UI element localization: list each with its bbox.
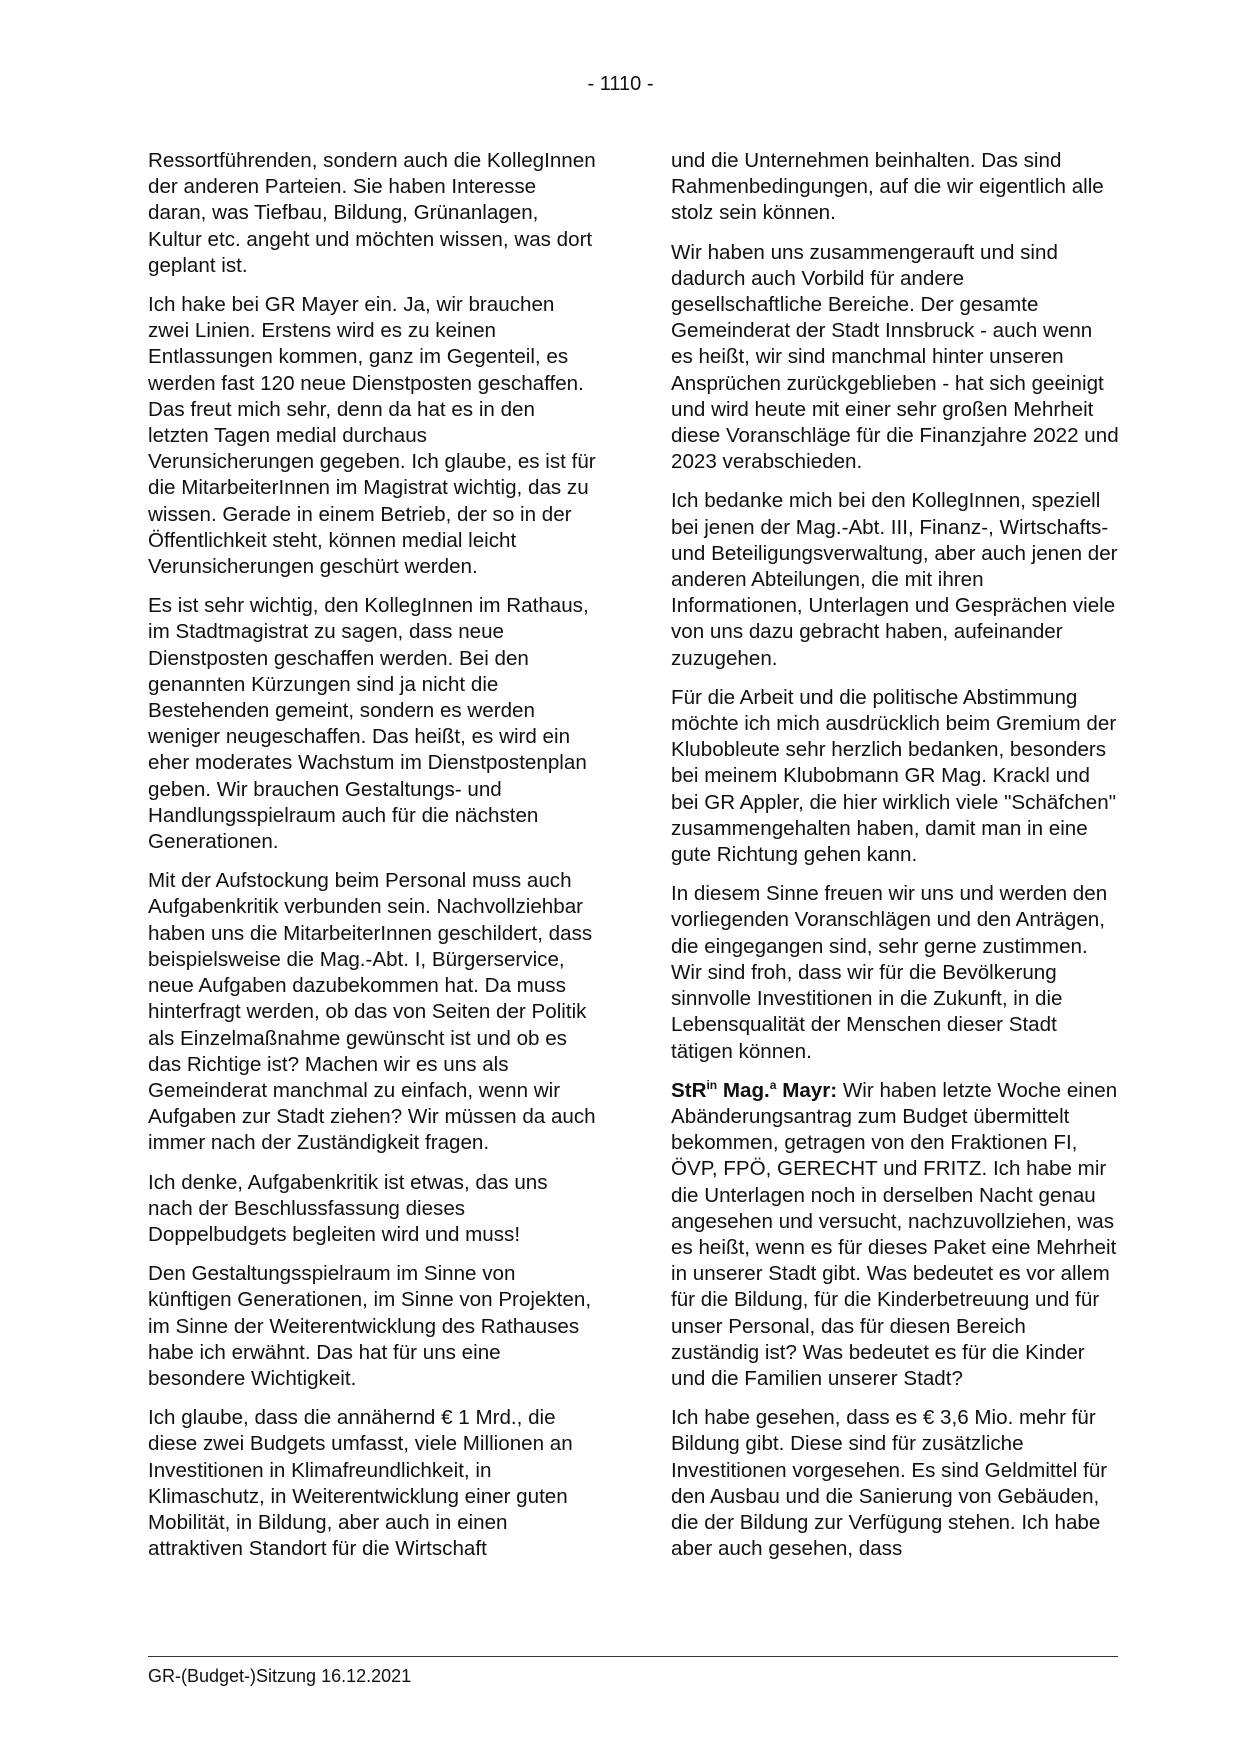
- paragraph: Ressortführenden, sondern auch die KollegInnen der anderen Parteien. Sie haben Interesse daran, was Tiefbau, Bildung, Grünanlagen, Kultur etc. angeht und möchten wissen, was dort geplant ist.: [148, 149, 596, 277]
- page-number: - 1110 -: [587, 73, 654, 95]
- paragraph: In diesem Sinne freuen wir uns und werden den vorliegenden Voranschlägen und den Anträgen, die eingegangen sind, sehr gerne zustimmen. Wir sind froh, dass wir für die Bevölkerung sinnvolle Investitionen in die Zukunft, in die Lebensqualität der Menschen dieser Stadt tätigen können.: [671, 882, 1108, 1063]
- paragraph: Für die Arbeit und die politische Abstimmung möchte ich mich ausdrücklich beim Gremium der Klubobleute sehr herzlich bedanken, besonders bei meinem Klubobmann GR Mag. Krackl und bei GR Appler, die hier wirklich viele "Schäfchen" zusammengehalten haben, damit man in eine gute Richtung gehen kann.: [671, 685, 1117, 867]
- paragraph: Ich glaube, dass die annähernd € 1 Mrd., die diese zwei Budgets umfasst, viele Millionen an Investitionen in Klimafreundlichkeit, in Klimaschutz, in Weiterentwicklung einer guten Mobilität, in Bildung, aber auch in einen attraktiven Standort für die Wirtschaft: [148, 1406, 573, 1561]
- paragraph: und die Unternehmen beinhalten. Das sind Rahmenbedingungen, auf die wir eigentlich alle stolz sein können.: [671, 149, 1104, 225]
- left-column: [148, 148, 596, 1575]
- paragraph: Ich denke, Aufgabenkritik ist etwas, das uns nach der Beschlussfassung dieses Doppelbudgets begleiten wird und muss!: [148, 1170, 548, 1246]
- footer-text: GR-(Budget-)Sitzung 16.12.2021: [148, 1666, 412, 1686]
- paragraph: Wir haben uns zusammengerauft und sind dadurch auch Vorbild für andere gesellschaftliche Bereiche. Der gesamte Gemeinderat der Stadt Innsbruck - auch wenn es heißt, wir sind manchmal hinter unseren Ansprüchen zurückgeblieben - hat sich geeinigt und wird heute mit einer sehr großen Mehrheit diese Voranschläge für die Finanzjahre 2022 und 2023 verabschieden.: [671, 240, 1119, 474]
- speaker-title-suffix: in: [706, 1077, 718, 1092]
- speech-paragraph: [671, 1078, 1119, 1392]
- speaker-degree-suffix: a: [769, 1077, 777, 1092]
- footer-divider: [148, 1656, 1118, 1657]
- paragraph: Den Gestaltungsspielraum im Sinne von künftigen Generationen, im Sinne von Projekten, im Sinne der Weiterentwicklung des Rathauses habe ich erwähnt. Das hat für uns eine besondere Wichtigkeit.: [148, 1262, 592, 1390]
- paragraph: Mit der Aufstockung beim Personal muss auch Aufgabenkritik verbunden sein. Nachvollziehbar haben uns die MitarbeiterInnen geschildert, dass beispielsweise die Mag.-Abt. I, Bürgerservice, neue Aufgaben dazubekommen hat. Da muss hinterfragt werden, ob das von Seiten der Politik als Einzelmaßnahme gewünscht ist und ob es das Richtige ist? Machen wir es uns als Gemeinderat manchmal zu einfach, wenn wir Aufgaben zur Stadt ziehen? Wir müssen da auch immer nach der Zuständigkeit fragen.: [148, 869, 596, 1155]
- paragraph: Ich bedanke mich bei den KollegInnen, speziell bei jenen der Mag.-Abt. III, Finanz-, Wirtschafts- und Beteiligungsverwaltung, aber auch jenen der anderen Abteilungen, die mit ihren Informationen, Unterlagen und Gesprächen viele von uns dazu gebracht haben, aufeinander zuzugehen.: [671, 489, 1118, 670]
- paragraph: Ich habe gesehen, dass es € 3,6 Mio. mehr für Bildung gibt. Diese sind für zusätzliche Investitionen vorgesehen. Es sind Geldmittel für den Ausbau und die Sanierung von Gebäuden, die der Bildung zur Verfügung stehen. Ich habe aber auch gesehen, dass: [671, 1406, 1108, 1561]
- speaker-surname: Mayr:: [776, 1078, 838, 1102]
- speech-text: Wir haben letzte Woche einen Abänderungsantrag zum Budget übermittelt bekommen, getragen von den Fraktionen FI, ÖVP, FPÖ, GERECHT und FRITZ. Ich habe mir die Unterlagen noch in derselben Nacht genau angesehen und versucht, nachzuvollziehen, was es heißt, wenn es für dieses Paket eine Mehrheit in unserer Stadt gibt. Was bedeutet es vor allem für die Bildung, für die Kinderbetreuung und für unser Personal, das für diesen Bereich zuständig ist? Was bedeutet es für die Kinder und die Familien unserer Stadt?: [671, 1078, 1118, 1390]
- speaker-name: [671, 1079, 837, 1102]
- right-column: [671, 148, 1119, 1575]
- speaker-title: StR: [671, 1078, 707, 1102]
- speaker-degree: Mag.: [717, 1078, 770, 1102]
- paragraph: Es ist sehr wichtig, den KollegInnen im Rathaus, im Stadtmagistrat zu sagen, dass neue Dienstposten geschaffen werden. Bei den genannten Kürzungen sind ja nicht die Bestehenden gemeint, sondern es werden weniger neugeschaffen. Das heißt, es wird ein eher moderates Wachstum im Dienstpostenplan geben. Wir brauchen Gestaltungs- und Handlungsspielraum auch für die nächsten Generationen.: [148, 594, 589, 854]
- paragraph: Ich hake bei GR Mayer ein. Ja, wir brauchen zwei Linien. Erstens wird es zu keinen Entlassungen kommen, ganz im Gegenteil, es werden fast 120 neue Dienstposten geschaffen. Das freut mich sehr, denn da hat es in den letzten Tagen medial durchaus Verunsicherungen gegeben. Ich glaube, es ist für die MitarbeiterInnen im Magistrat wichtig, das zu wissen. Gerade in einem Betrieb, der so in der Öffentlichkeit steht, können medial leicht Verunsicherungen geschürt werden.: [148, 293, 596, 579]
